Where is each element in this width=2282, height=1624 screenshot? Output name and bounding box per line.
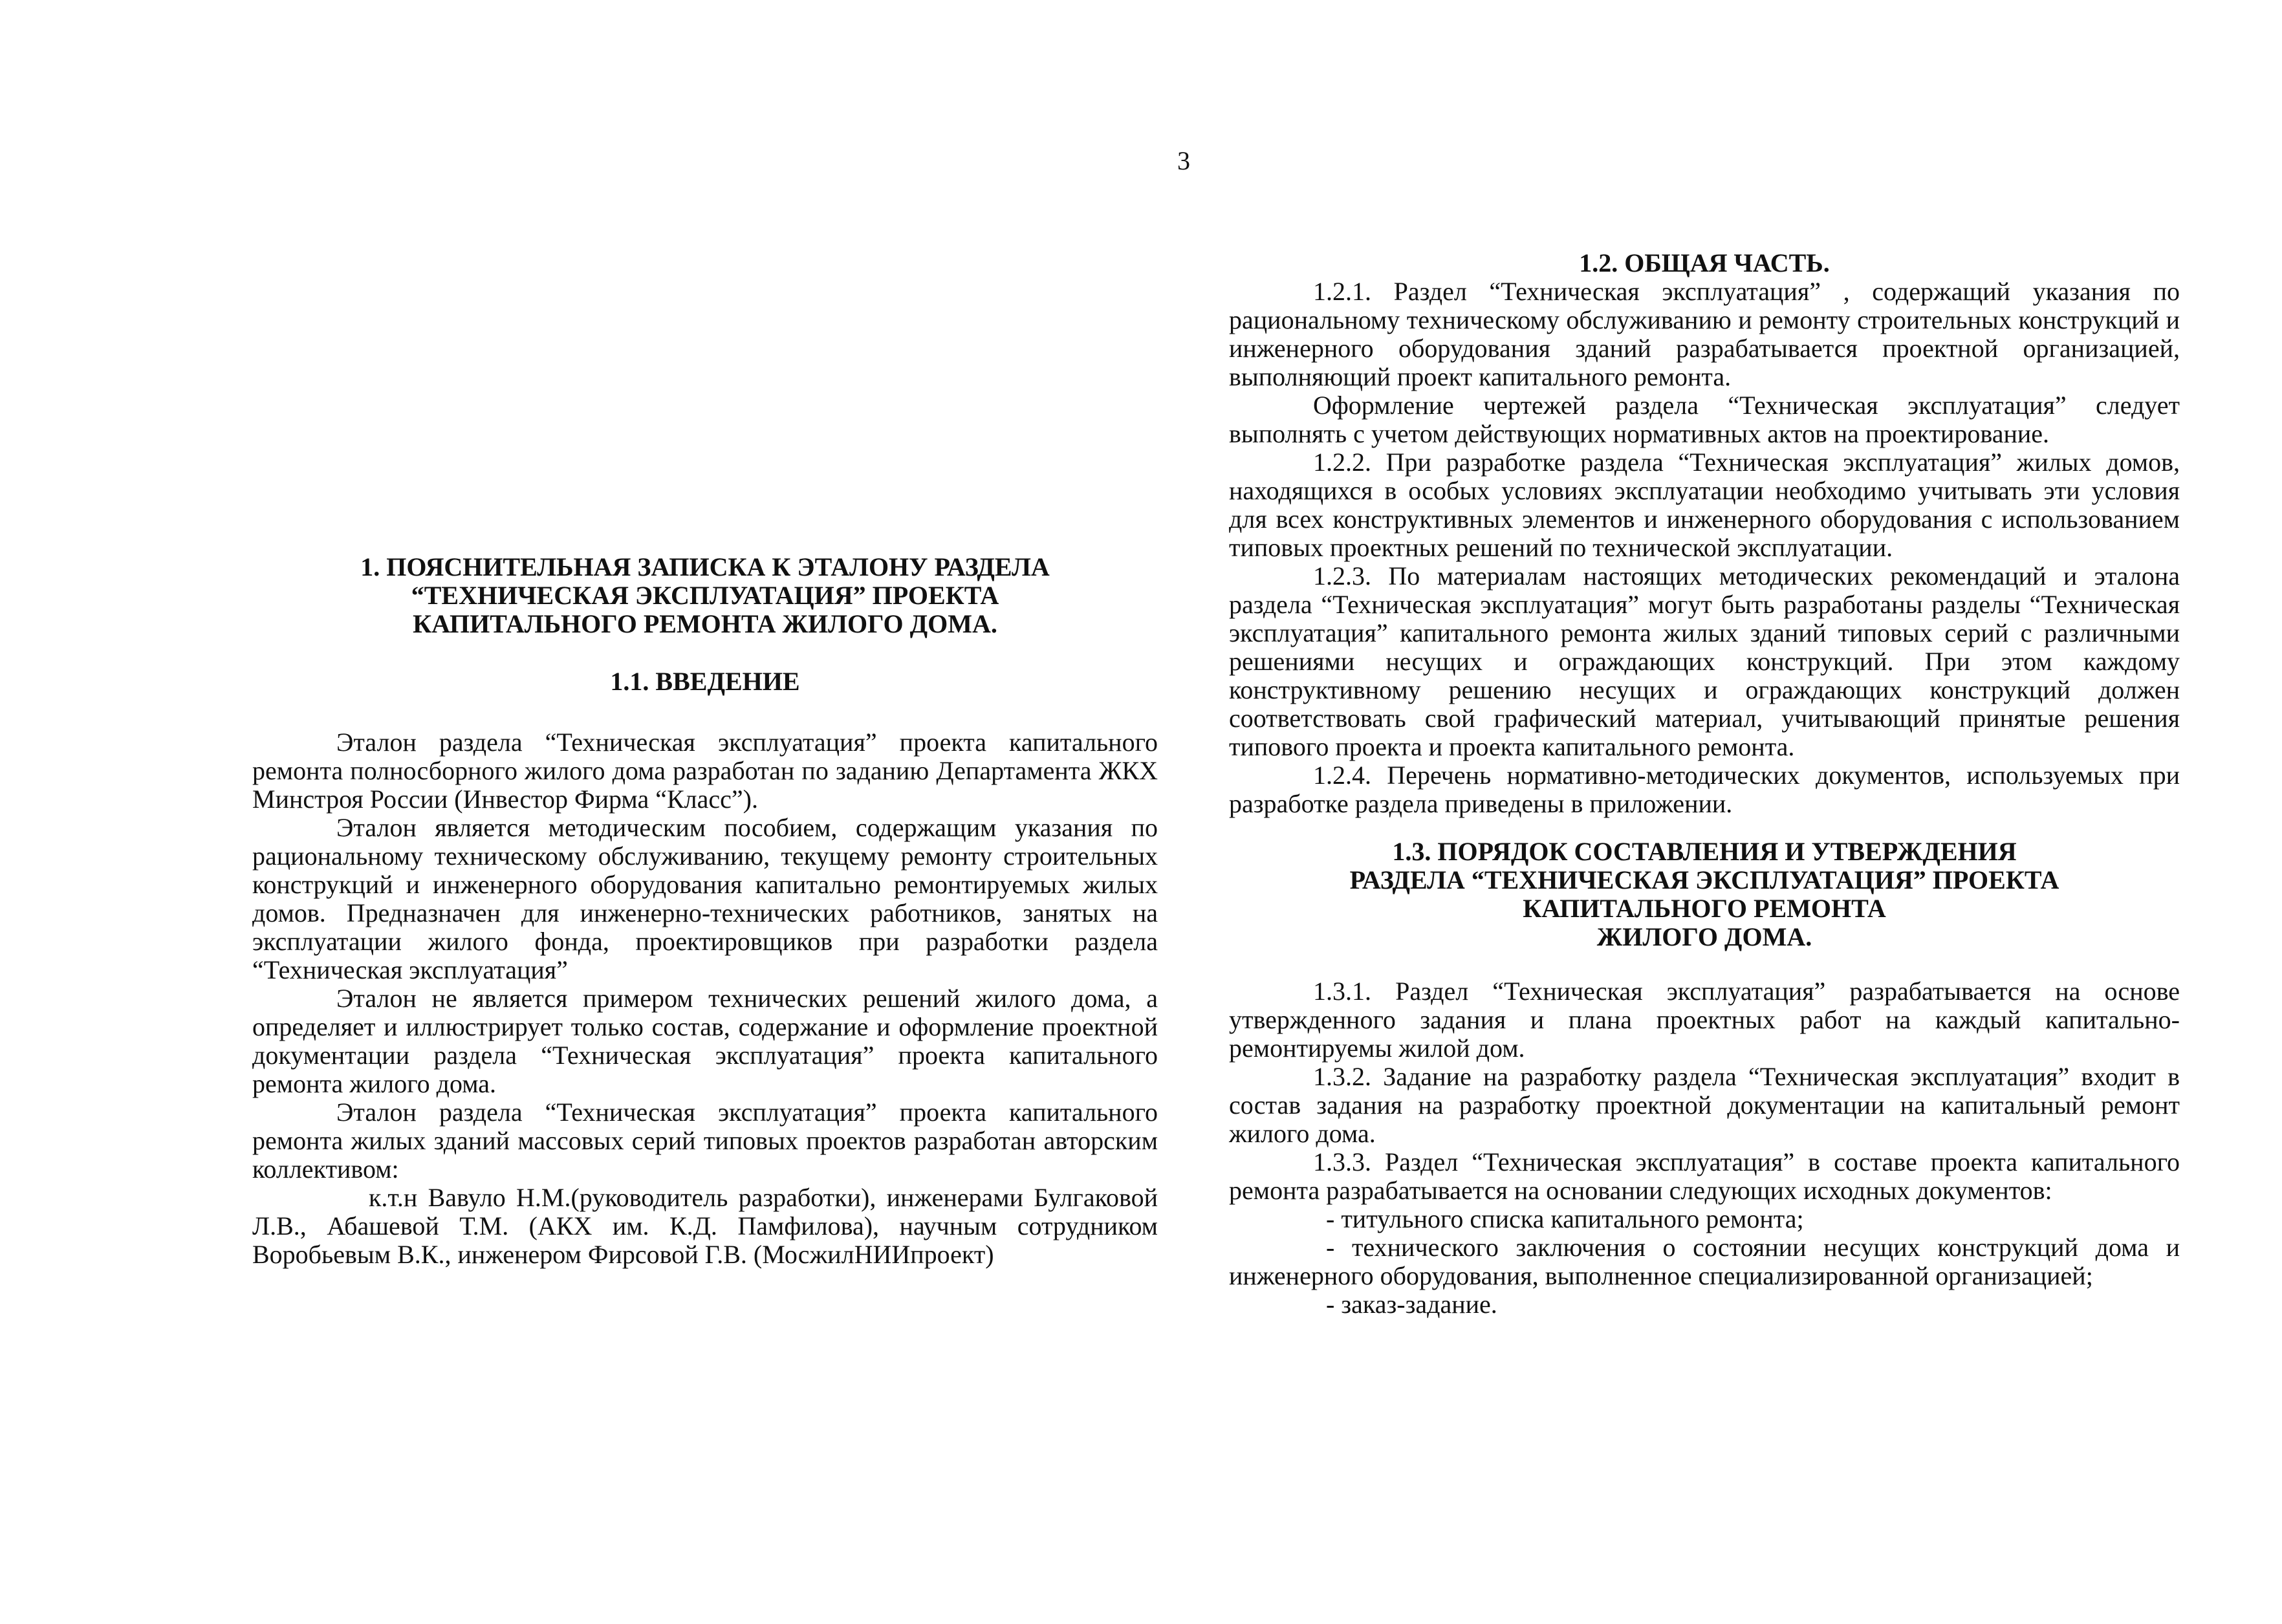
main-title [252, 553, 1158, 638]
intro-paragraph: Эталон раздела “Техническая эксплуатация” проекта капитального ремонта жилых зданий массовых серий типовых проектов разработан авторским коллективом: [252, 1098, 1158, 1184]
section-title-procedure [1229, 838, 2180, 951]
procedure-title-line: ЖИЛОГО ДОМА. [1596, 922, 1812, 951]
intro-paragraph: Эталон является методическим пособием, содержащим указания по рациональному техническому обслуживанию, текущему ремонту строительных конструкций и инженерного оборудования капитально ремонтируемых жилых домов. Предназначен для инженерно-технических работников, занятых на эксплуатации жилого фонда, проектировщиков при разработки раздела “Техническая эксплуатация” [252, 813, 1158, 984]
general-paragraph: 1.2.4. Перечень нормативно-методических документов, используемых при разработке раздела приведены в приложении. [1229, 761, 2180, 818]
page-number: 3 [1177, 146, 1190, 175]
list-item: - технического заключения о состоянии несущих конструкций дома и инженерного оборудования, выполненное специализированной организацией; [1229, 1233, 2180, 1290]
intro-paragraph: Эталон раздела “Техническая эксплуатация” проекта капитального ремонта полносборного жилого дома разработан по заданию Департамента ЖКХ Минстроя России (Инвестор Фирма “Класс”). [252, 728, 1158, 814]
procedure-title-line: КАПИТАЛЬНОГО РЕМОНТА [1523, 894, 1886, 923]
left-column [252, 553, 1158, 1269]
general-paragraph: 1.2.1. Раздел “Техническая эксплуатация” , содержащий указания по рациональному техническому обслуживанию и ремонту строительных конструкций и инженерного оборудования зданий разрабатывается проектной организацией, выполняющий проект капитального ремонта. [1229, 277, 2180, 391]
general-paragraph: 1.2.2. При разработке раздела “Техническая эксплуатация” жилых домов, находящихся в особых условиях эксплуатации необходимо учитывать эти условия для всех конструктивных элементов и инженерного оборудования с использованием типовых проектных решений по технической эксплуатации. [1229, 448, 2180, 562]
section-title-introduction: 1.1. ВВЕДЕНИЕ [610, 667, 800, 696]
procedure-paragraph: 1.3.1. Раздел “Техническая эксплуатация” разрабатывается на основе утвержденного задания и плана проектных работ на каждый капитально-ремонтируемы жилой дом. [1229, 977, 2180, 1063]
authors-paragraph: к.т.н Вавуло Н.М.(руководитель разработки), инженерами Булгаковой Л.В., Абашевой Т.М. (АКХ им. К.Д. Памфилова), научным сотрудником Воробьевым В.К., инженером Фирсовой Г.В. (МосжилНИИпроект) [252, 1183, 1158, 1269]
procedure-title-line: 1.3. ПОРЯДОК СОСТАВЛЕНИЯ И УТВЕРЖДЕНИЯ [1392, 837, 2017, 866]
procedure-paragraph: 1.3.2. Задание на разработку раздела “Техническая эксплуатация” входит в состав задания на разработку проектной документации на капитальный ремонт жилого дома. [1229, 1062, 2180, 1148]
procedure-paragraph: 1.3.3. Раздел “Техническая эксплуатация” в составе проекта капитального ремонта разрабатывается на основании следующих исходных документов: [1229, 1147, 2180, 1205]
procedure-title-line: РАЗДЕЛА “ТЕХНИЧЕСКАЯ ЭКСПЛУАТАЦИЯ” ПРОЕКТА [1349, 865, 2059, 894]
list-item: - заказ-задание. [1326, 1290, 1497, 1319]
main-title-line: 1. ПОЯСНИТЕЛЬНАЯ ЗАПИСКА К ЭТАЛОНУ РАЗДЕЛА [360, 552, 1050, 581]
main-title-line: “ТЕХНИЧЕСКАЯ ЭКСПЛУАТАЦИЯ” ПРОЕКТА [411, 581, 999, 610]
general-paragraph: 1.2.3. По материалам настоящих методических рекомендаций и эталона раздела “Техническая эксплуатация” могут быть разработаны разделы “Техническая эксплуатация” капитального ремонта жилых зданий типовых серий с различными решениями несущих и ограждающих конструкций. При этом каждому конструктивному решению несущих и ограждающих конструкций должен соответствовать свой графический материал, учитывающий принятые решения типового проекта и проекта капитального ремонта. [1229, 561, 2180, 761]
section-title-general: 1.2. ОБЩАЯ ЧАСТЬ. [1579, 248, 1830, 277]
main-title-line: КАПИТАЛЬНОГО РЕМОНТА ЖИЛОГО ДОМА. [413, 609, 997, 638]
list-item: - титульного списка капитального ремонта; [1326, 1204, 1804, 1233]
right-column [1229, 249, 2180, 1319]
general-paragraph: Оформление чертежей раздела “Техническая эксплуатация” следует выполнять с учетом действующих нормативных актов на проектирование. [1229, 391, 2180, 448]
intro-paragraph: Эталон не является примером технических решений жилого дома, а определяет и иллюстрирует только состав, содержание и оформление проектной документации раздела “Техническая эксплуатация” проекта капитального ремонта жилого дома. [252, 984, 1158, 1098]
